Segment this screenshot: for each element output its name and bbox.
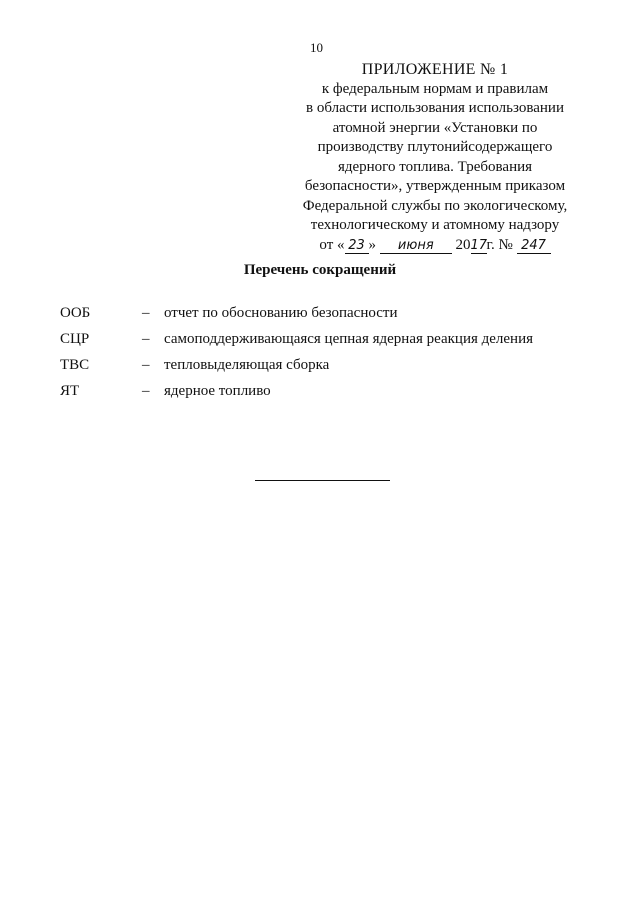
handwritten-day: 23 <box>345 239 369 254</box>
abbreviation-dash: – <box>142 331 150 347</box>
abbreviation-dash: – <box>142 357 150 373</box>
appendix-line: атомной энергии «Установки по <box>332 119 538 136</box>
abbreviation-definition: тепловыделяющая сборка <box>164 357 330 373</box>
appendix-line: в области использования использовании <box>306 100 564 116</box>
appendix-line: к федеральным нормам и правилам <box>321 80 549 97</box>
appendix-header <box>280 60 590 255</box>
appendix-line: Федеральной службы по экологическому, <box>302 197 568 214</box>
handwritten-order-number: 247 <box>517 239 551 254</box>
abbreviation-dash: – <box>142 305 150 321</box>
appendix-line: технологическому и атомному надзору <box>310 217 560 233</box>
abbreviation-code: СЦР <box>60 331 90 347</box>
handwritten-month: июня <box>380 239 452 254</box>
abbreviation-definition: ядерное топливо <box>164 383 271 399</box>
abbreviation-code: ТВС <box>60 357 90 373</box>
abbreviation-code: ЯТ <box>60 383 80 399</box>
abbreviation-row <box>60 305 580 331</box>
abbreviation-row <box>60 383 580 409</box>
order-date-line <box>280 236 590 256</box>
appendix-line: ядерного топлива. Требования <box>337 158 533 175</box>
abbreviation-list <box>60 305 580 409</box>
date-prefix: от « <box>319 236 345 253</box>
year-prefix: 20 <box>455 236 471 253</box>
page-number: 10 <box>310 40 323 55</box>
abbreviation-dash: – <box>142 383 150 399</box>
abbreviation-row <box>60 357 580 383</box>
appendix-title: ПРИЛОЖЕНИЕ № 1 <box>361 61 509 78</box>
section-title: Перечень сокращений <box>243 262 397 278</box>
year-suffix: г. № <box>486 236 513 253</box>
date-day-close: » <box>368 236 377 253</box>
handwritten-year: 17 <box>470 237 488 253</box>
end-divider-line <box>255 480 390 481</box>
abbreviation-code: ООБ <box>60 305 91 321</box>
abbreviation-row <box>60 331 580 357</box>
abbreviation-definition: самоподдерживающаяся цепная ядерная реакция деления <box>164 331 534 347</box>
abbreviation-definition: отчет по обоснованию безопасности <box>164 305 398 321</box>
appendix-line: производству плутонийсодержащего <box>317 139 553 155</box>
appendix-line: безопасности», утвержденным приказом <box>304 178 566 194</box>
